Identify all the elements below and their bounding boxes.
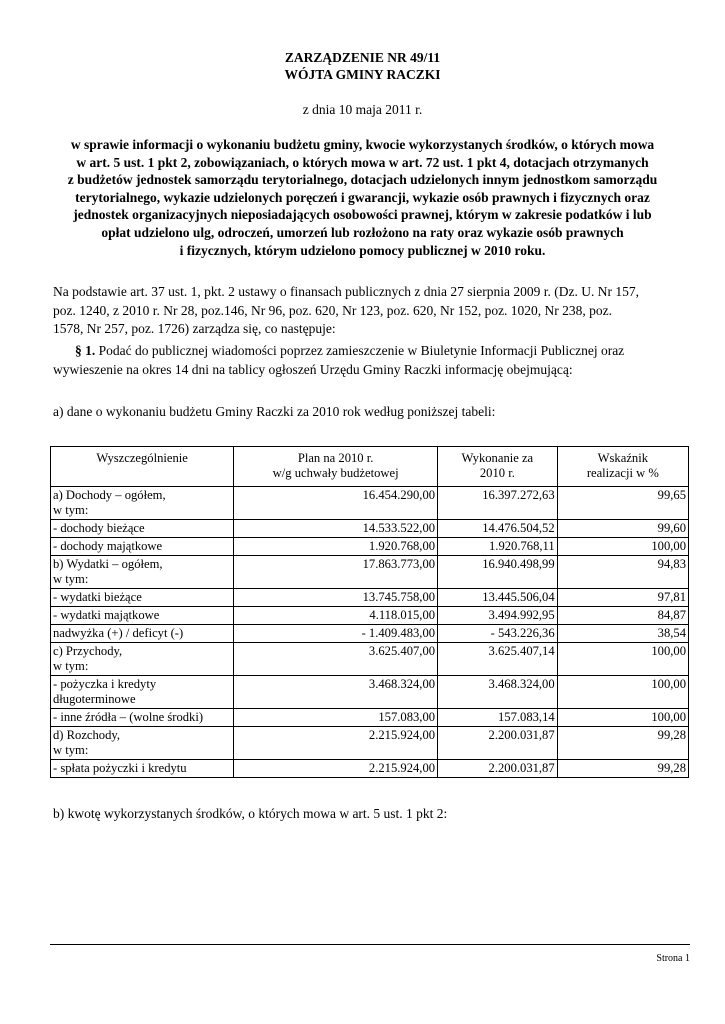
table-row	[51, 625, 689, 643]
cell-label-text: b) Wydatki – ogółem,	[53, 557, 163, 571]
document-title: ZARZĄDZENIE NR 49/11	[284, 50, 441, 65]
cell-wykonanie: 3.625.407,14	[438, 643, 558, 676]
section-1-line: wywieszenie na okres 14 dni na tablicy ogłoszeń Urzędu Gminy Raczki informację obejmującą:	[53, 361, 573, 377]
cell-wskaznik: 84,87	[557, 607, 688, 625]
cell-label	[51, 709, 234, 727]
cell-label	[51, 607, 234, 625]
cell-label-text: długoterminowe	[53, 692, 136, 706]
cell-wskaznik: 97,81	[557, 589, 688, 607]
table-body	[51, 487, 689, 778]
cell-label	[51, 727, 234, 760]
cell-plan: 13.745.758,00	[234, 589, 438, 607]
cell-plan: 3.468.324,00	[234, 676, 438, 709]
point-b: b) kwotę wykorzystanych środków, o których mowa w art. 5 ust. 1 pkt 2:	[53, 806, 448, 821]
cell-label-text: w tym:	[53, 659, 89, 673]
subject-line: jednostek organizacyjnych nieposiadających osobowości prawnej, którym w zakresie podatków i lub	[73, 207, 652, 223]
header-plan	[234, 447, 438, 487]
table-row	[51, 727, 689, 760]
legal-basis-line: 1578, Nr 257, poz. 1726) zarządza się, co następuje:	[53, 321, 336, 337]
cell-wykonanie: - 543.226,36	[438, 625, 558, 643]
cell-plan: 14.533.522,00	[234, 520, 438, 538]
cell-label	[51, 520, 234, 538]
table-header-row	[51, 447, 689, 487]
cell-plan: 1.920.768,00	[234, 538, 438, 556]
table-row	[51, 520, 689, 538]
cell-wskaznik: 100,00	[557, 538, 688, 556]
subject-line: w art. 5 ust. 1 pkt 2, zobowiązaniach, o których mowa w art. 72 ust. 1 pkt 4, dotacjach otrzymanych	[76, 154, 649, 170]
cell-plan: 2.215.924,00	[234, 727, 438, 760]
cell-label-text: w tym:	[53, 743, 89, 757]
cell-plan: - 1.409.483,00	[234, 625, 438, 643]
table-row	[51, 676, 689, 709]
cell-label	[51, 760, 234, 778]
header-wyszczegolnienie	[51, 447, 234, 487]
header-text: 2010 r.	[479, 466, 515, 480]
table-row	[51, 556, 689, 589]
cell-label	[51, 676, 234, 709]
subject-line: terytorialnego, wykazie udzielonych poręczeń i gwarancji, wykazie osób prawnych i fizycznych oraz	[75, 189, 650, 205]
cell-label-text: - inne źródła – (wolne środki)	[53, 710, 204, 724]
subject-line: w sprawie informacji o wykonaniu budżetu gminy, kwocie wykorzystanych środków, o których mowa	[70, 137, 655, 152]
cell-wykonanie: 14.476.504,52	[438, 520, 558, 538]
cell-label-text: w tym:	[53, 572, 89, 586]
cell-wykonanie: 16.397.272,63	[438, 487, 558, 520]
cell-wykonanie: 2.200.031,87	[438, 760, 558, 778]
document-issuer: WÓJTA GMINY RACZKI	[284, 67, 441, 82]
table-row	[51, 487, 689, 520]
cell-plan: 17.863.773,00	[234, 556, 438, 589]
cell-label-text: d) Rozchody,	[53, 728, 121, 742]
cell-wskaznik: 100,00	[557, 643, 688, 676]
cell-wskaznik: 100,00	[557, 676, 688, 709]
table-row	[51, 538, 689, 556]
cell-label-text: c) Przychody,	[53, 644, 123, 658]
cell-wskaznik: 99,28	[557, 760, 688, 778]
cell-wskaznik: 99,65	[557, 487, 688, 520]
footer-divider	[50, 944, 690, 945]
section-1-mark: § 1.	[75, 343, 96, 358]
cell-wskaznik: 99,60	[557, 520, 688, 538]
cell-label	[51, 538, 234, 556]
legal-basis-paragraph	[53, 283, 689, 339]
cell-label-text: - dochody bieżące	[53, 521, 145, 535]
table-row	[51, 643, 689, 676]
cell-label	[51, 556, 234, 589]
cell-wskaznik: 100,00	[557, 709, 688, 727]
cell-label	[51, 589, 234, 607]
cell-label-text: w tym:	[53, 503, 89, 517]
budget-table	[50, 446, 689, 778]
header-text: Wskaźnik	[597, 451, 648, 465]
subject-line: i fizycznych, którym udzielono pomocy publicznej w 2010 roku.	[179, 242, 546, 258]
document-date: z dnia 10 maja 2011 r.	[302, 102, 423, 117]
header-wskaznik	[557, 447, 688, 487]
header-text: Wykonanie za	[461, 451, 534, 465]
legal-basis-line: Na podstawie art. 37 ust. 1, pkt. 2 ustawy o finansach publicznych z dnia 27 sierpnia 2009 r. (Dz. U. Nr 157,	[53, 284, 639, 299]
header-text: w/g uchwały budżetowej	[272, 466, 399, 480]
cell-label-text: - dochody majątkowe	[53, 539, 163, 553]
header-text: Wyszczególnienie	[96, 451, 188, 465]
cell-wykonanie: 3.494.992,95	[438, 607, 558, 625]
cell-plan: 4.118.015,00	[234, 607, 438, 625]
legal-basis-line: poz. 1240, z 2010 r. Nr 28, poz.146, Nr 96, poz. 620, Nr 123, poz. 620, Nr 152, poz. 1020, Nr 238, poz.	[53, 302, 613, 318]
cell-label-text: - pożyczka i kredyty	[53, 677, 157, 691]
table-row	[51, 589, 689, 607]
cell-wskaznik: 38,54	[557, 625, 688, 643]
cell-label-text: - spłata pożyczki i kredytu	[53, 761, 187, 775]
header-wykonanie	[438, 447, 558, 487]
document-subject	[40, 136, 685, 259]
cell-label	[51, 625, 234, 643]
cell-label	[51, 487, 234, 520]
section-1-line	[53, 342, 689, 361]
cell-label-text: - wydatki majątkowe	[53, 608, 160, 622]
cell-label-text: nadwyżka (+) / deficyt (-)	[53, 626, 184, 640]
cell-label-text: a) Dochody – ogółem,	[53, 488, 166, 502]
cell-wykonanie: 13.445.506,04	[438, 589, 558, 607]
cell-wskaznik: 99,28	[557, 727, 688, 760]
cell-plan: 16.454.290,00	[234, 487, 438, 520]
header-text: realizacji w %	[586, 466, 659, 480]
page-number: Strona 1	[656, 953, 690, 964]
cell-wykonanie: 157.083,14	[438, 709, 558, 727]
section-1-paragraph	[53, 342, 689, 379]
cell-label	[51, 643, 234, 676]
cell-wykonanie: 16.940.498,99	[438, 556, 558, 589]
cell-wykonanie: 1.920.768,11	[438, 538, 558, 556]
cell-plan: 3.625.407,00	[234, 643, 438, 676]
table-row	[51, 760, 689, 778]
table-row	[51, 709, 689, 727]
table-row	[51, 607, 689, 625]
header-text: Plan na 2010 r.	[297, 451, 374, 465]
cell-wykonanie: 2.200.031,87	[438, 727, 558, 760]
cell-wykonanie: 3.468.324,00	[438, 676, 558, 709]
point-a: a) dane o wykonaniu budżetu Gminy Raczki za 2010 rok według poniższej tabeli:	[53, 404, 496, 419]
cell-label-text: - wydatki bieżące	[53, 590, 142, 604]
cell-plan: 2.215.924,00	[234, 760, 438, 778]
subject-line: opłat udzielono ulg, odroczeń, umorzeń lub rozłożono na raty oraz wykazie osób prawnych	[101, 224, 624, 240]
cell-plan: 157.083,00	[234, 709, 438, 727]
subject-line: z budżetów jednostek samorządu terytorialnego, dotacjach udzielonych innym jednostkom samorządu	[67, 172, 658, 188]
cell-wskaznik: 94,83	[557, 556, 688, 589]
section-1-text: Podać do publicznej wiadomości poprzez zamieszczenie w Biuletynie Informacji Publicznej oraz	[98, 343, 625, 358]
